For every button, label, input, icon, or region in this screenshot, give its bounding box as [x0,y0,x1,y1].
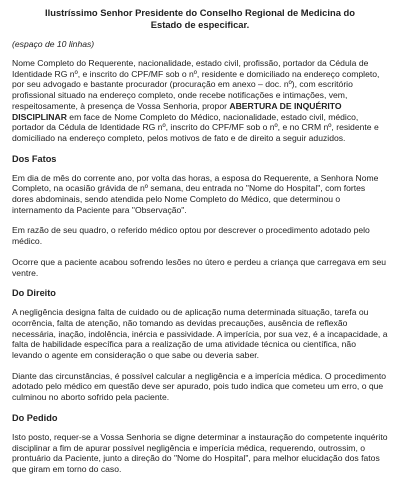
document-title: Ilustríssimo Senhor Presidente do Conselho Regional de Medicina do Estado de especificar. [45,7,355,30]
direito-paragraph-2: Diante das circunstâncias, é possível calcular a negligência e a imperícia médica. O procedimento adotado pelo médico em questão deve ser apurado, pois tudo indica que cometeu um erro, o que culminou no aborto sofrido pela paciente. [12,370,387,403]
fatos-paragraph-2: Em razão de seu quadro, o referido médico optou por descrever o procedimento adotado pelo médico. [12,225,370,247]
intro-paragraph [12,58,388,144]
section-heading-direito: Do Direito [12,288,56,299]
fatos-paragraph-1: Em dia de mês do corrente ano, por volta das horas, a esposa do Requerente, a Senhora Nome Completo, na ocasião grávida de nº semana, deu entrada no "Nome do Hospital", com fortes dores abdominais, sendo atendida pelo Nome Completo do Médico, que determinou o internamento da Paciente para "Observação". [12,172,379,215]
intro-text-part2: em face de Nome Completo do Médico, nacionalidade, estado civil, médico, portador da Cédula de Identidade RG nº, inscrito do CPF/MF sob o nº, e no CRM nº, residente e domiciliado na endereço completo, pelos motivos de fato e de direito a seguir aduzidos. [12,111,379,143]
section-heading-fatos: Dos Fatos [12,153,57,164]
pedido-paragraph-1: Isto posto, requer-se a Vossa Senhoria se digne determinar a instauração do competente inquérito disciplinar a fim de apurar possível negligência e imperícia médica, requerendo, outrossim, o prontuário da Paciente, junto a direção do "Nome do Hospital", para melhor elucidação dos fatos que giram em torno do caso. [12,431,388,474]
intro-bold-request: ABERTURA DE INQUÉRITO DISCIPLINAR [12,100,342,122]
fatos-paragraph-3: Ocorre que a paciente acabou sofrendo lesões no útero e perdeu a criança que carregava em seu ventre. [12,256,387,278]
spacing-note: (espaço de 10 linhas) [12,39,95,49]
direito-paragraph-1: A negligência designa falta de cuidado ou de aplicação numa determinada situação, tarefa ou ocorrência, falta de atenção, não tomando as devidas precauções, ausência de reflexão necessária, inação, indolência, inércia e passividade. A imperícia, por sua vez, é a incapacidade, a falta de habilidade específica para a realização de uma atividade técnica ou científica, não levando o agente em consideração o que sabe ou deveria saber. [12,307,388,361]
section-heading-pedido: Do Pedido [12,412,58,423]
intro-text-part1: Nome Completo do Requerente, nacionalidade, estado civil, profissão, portador da Cédula de Identidade RG nº, e inscrito do CPF/MF sob o nº, residente e domiciliado na endereço completo, por seu advogado e bastante procurador (procuração em anexo – doc. nº), com escritório profissional situado na endereço completo, onde recebe notificações e intimações, vem, respeitosamente, à presença de Vossa Senhoria, propor [12,58,380,111]
